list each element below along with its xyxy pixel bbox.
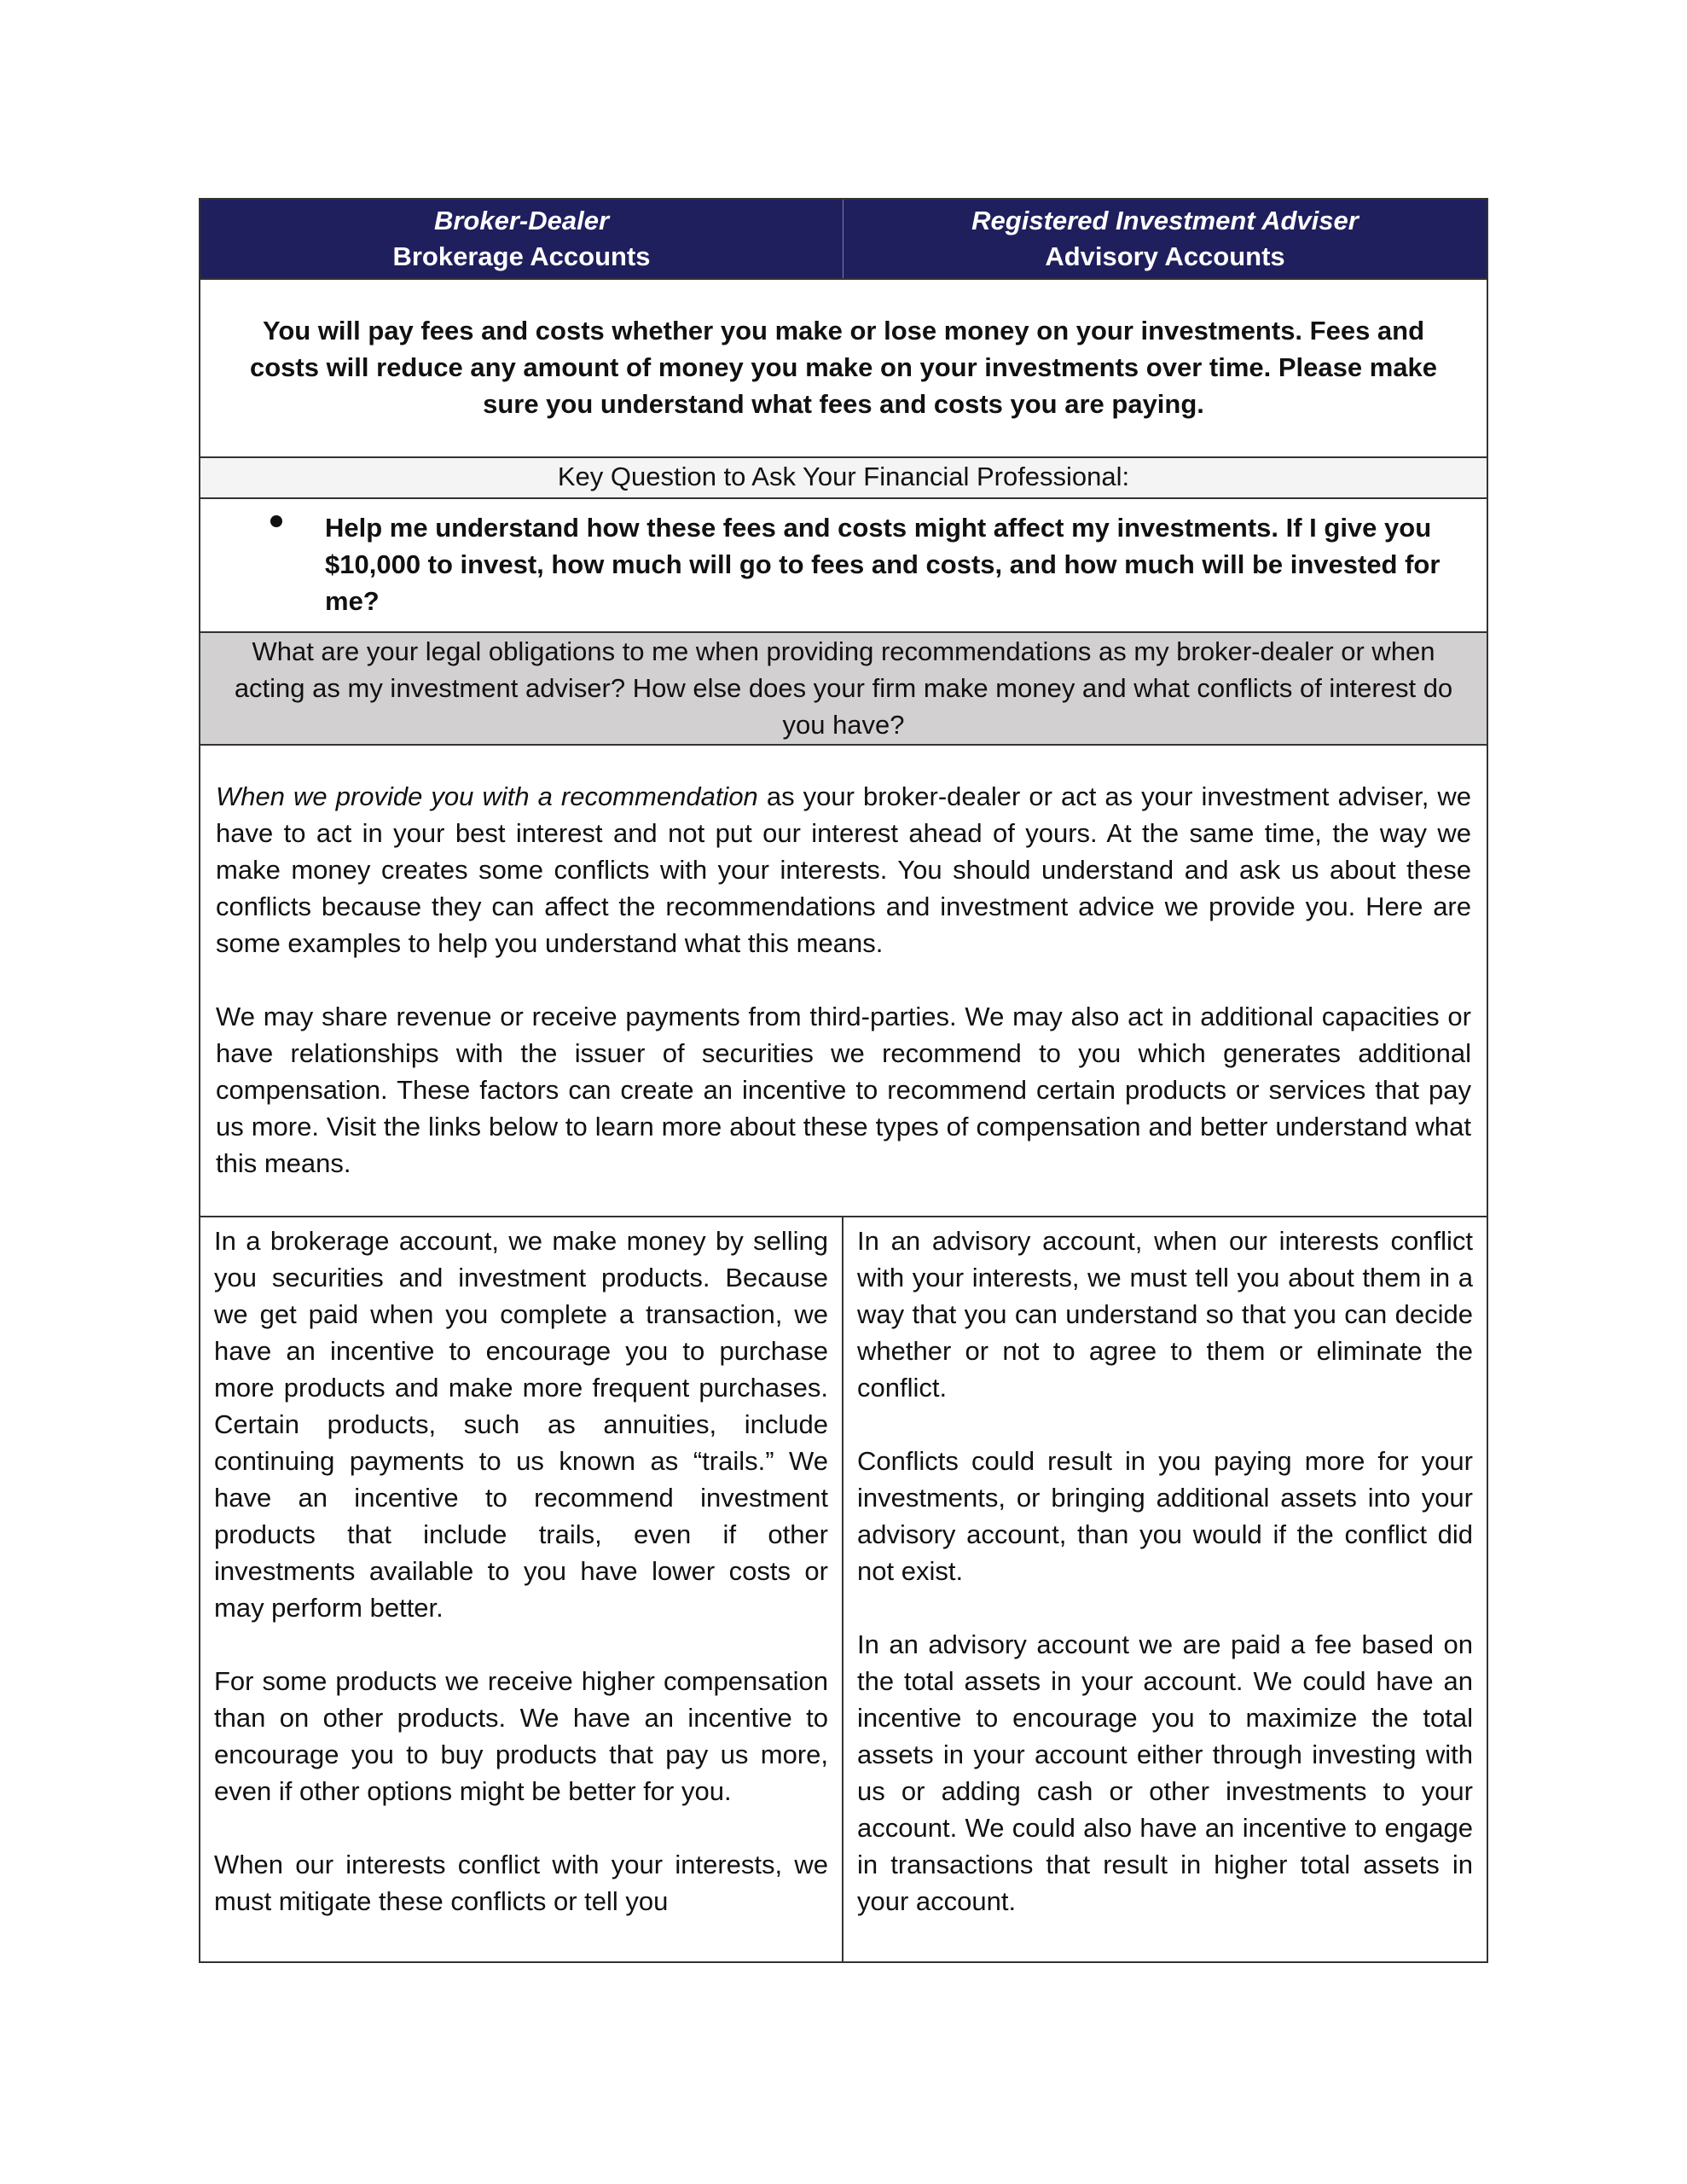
advisory-paragraph-1: In an advisory account, when our interests conflict with your interests, we must tell you about them in a way that you can understand so that you can decide whether or not to agree to them or eliminate the conflict. <box>857 1226 1473 1403</box>
fees-notice: You will pay fees and costs whether you make or lose money on your investments. Fees and costs will reduce any amount of money you make on your investments over time. Please make sure you understand what fees and costs you are paying. <box>199 280 1488 458</box>
header-left-title: Brokerage Accounts <box>392 241 651 271</box>
brokerage-paragraph-3: When our interests conflict with your interests, we must mitigate these conflicts or tell you <box>214 1850 828 1916</box>
header-right-subtitle: Registered Investment Adviser <box>971 206 1359 235</box>
advisory-paragraph-2: Conflicts could result in you paying more for your investments, or bringing additional assets into your advisory account, than you would if the conflict did not exist. <box>857 1446 1473 1586</box>
advisory-column <box>844 1217 1487 1961</box>
key-question-label: Key Question to Ask Your Financial Professional: <box>199 458 1488 499</box>
key-question-text: Help me understand how these fees and costs might affect my investments. If I give you $10,000 to invest, how much will go to fees and costs, and how much will be invested for me? <box>325 513 1441 616</box>
brokerage-column <box>200 1217 844 1961</box>
obligations-paragraph-1 <box>216 778 1471 961</box>
obligations-paragraph-2: We may share revenue or receive payments from third-parties. We may also act in additional capacities or have relationships with the issuer of securities we recommend to you which generates additional compensation. These factors can create an incentive to recommend certain products or services that pay us more. Visit the links below to learn more about these types of compensation and better understand what this means. <box>216 1002 1471 1178</box>
header-left-subtitle: Broker-Dealer <box>433 206 610 235</box>
obligations-heading: What are your legal obligations to me when providing recommendations as my broker-dealer or when acting as my investment adviser? How else does your firm make money and what conflicts of interest do you have? <box>199 633 1488 746</box>
header-brokerage <box>200 200 844 278</box>
obligations-body <box>199 746 1488 1217</box>
brokerage-paragraph-1: In a brokerage account, we make money by selling you securities and investment products. Because we get paid when you complete a transaction, we have an incentive to encourage you to purchase more products and make more frequent purchases. Certain products, such as annuities, include continuing payments to us known as “trails.” We have an incentive to recommend investment products that include trails, even if other investments available to you have lower costs or may perform better. <box>214 1226 828 1623</box>
document <box>199 198 1488 1963</box>
obligations-italic-lead: When we provide you with a recommendation <box>216 781 758 811</box>
header-advisory <box>844 200 1487 278</box>
key-question-bullet <box>199 499 1488 633</box>
table-header <box>199 198 1488 280</box>
conflicts-columns <box>199 1217 1488 1963</box>
brokerage-paragraph-2: For some products we receive higher compensation than on other products. We have an incentive to encourage you to buy products that pay us more, even if other options might be better for you. <box>214 1666 828 1806</box>
obligations-paragraph-1-text: as your broker-dealer or act as your investment adviser, we have to act in your best interest and not put our interest ahead of yours. At the same time, the way we make money creates some conflicts with your interests. You should understand and ask us about these conflicts because they can affect the recommendations and investment advice we provide you. Here are some examples to help you understand what this means. <box>216 781 1471 958</box>
header-right-title: Advisory Accounts <box>1045 241 1285 271</box>
bullet-icon <box>270 515 282 527</box>
advisory-paragraph-3: In an advisory account we are paid a fee based on the total assets in your account. We could have an incentive to encourage you to maximize the total assets in your account either through investing with us or adding cash or other investments to your account. We could also have an incentive to engage in transactions that result in higher total assets in your account. <box>857 1629 1473 1916</box>
